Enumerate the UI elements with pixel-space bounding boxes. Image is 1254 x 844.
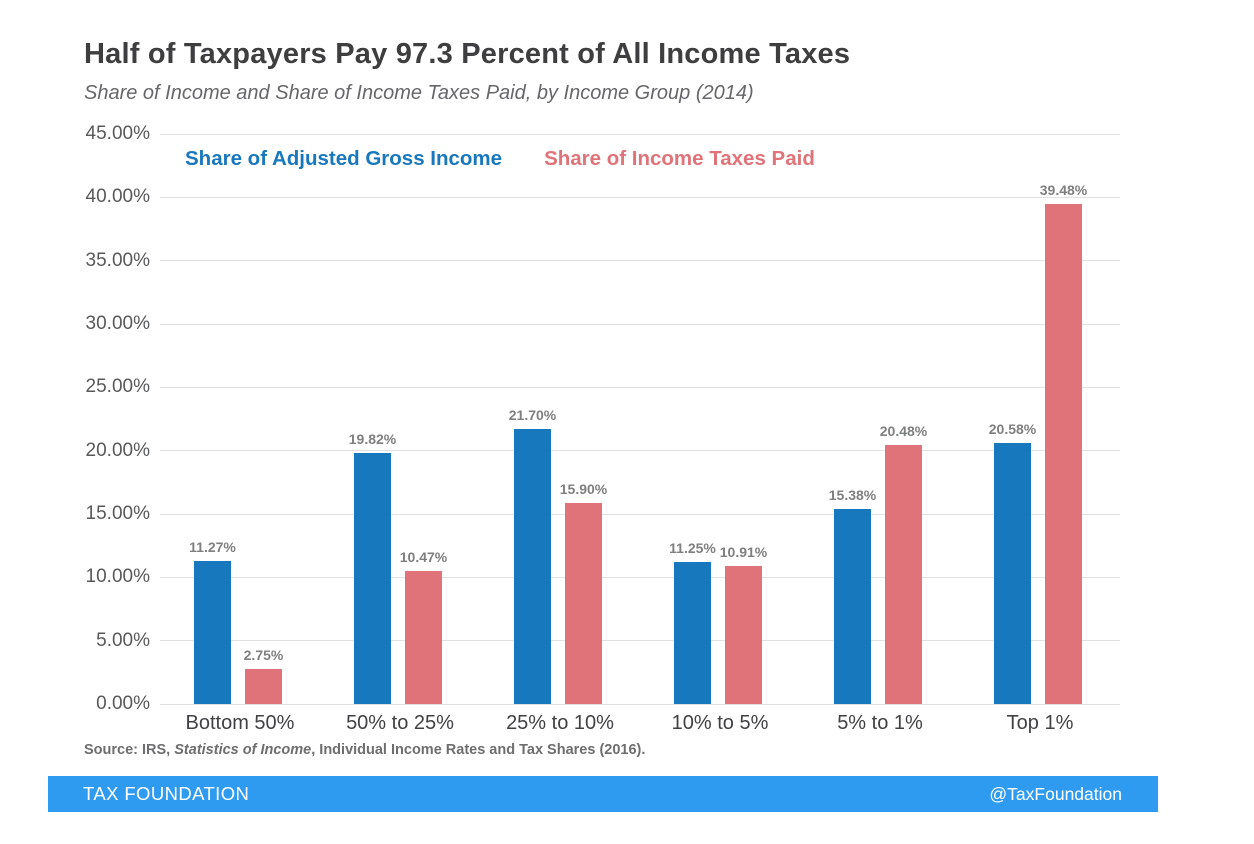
y-tick-label: 10.00%	[85, 566, 150, 588]
gridline-0	[160, 704, 1120, 705]
gridline-40	[160, 197, 1120, 198]
page-title: Half of Taxpayers Pay 97.3 Percent of All Income Taxes	[84, 38, 851, 70]
y-tick-label: 5.00%	[96, 629, 150, 651]
bar-value-label: 15.90%	[559, 480, 608, 497]
bar-taxes-4	[725, 566, 762, 704]
y-tick-label: 25.00%	[85, 376, 150, 398]
x-tick-label-6: Top 1%	[1006, 712, 1074, 734]
y-tick-label: 0.00%	[96, 693, 150, 714]
gridline-35	[160, 260, 1120, 261]
bar-value-label: 2.75%	[243, 647, 284, 664]
bar-value-label: 20.48%	[879, 422, 928, 439]
bar-agi-5	[834, 509, 871, 704]
plot-area	[160, 134, 1120, 704]
bar-value-label: 10.91%	[719, 543, 768, 560]
bar-value-label: 19.82%	[348, 430, 397, 447]
bar-agi-2	[354, 453, 391, 704]
bar-value-label: 15.38%	[828, 487, 877, 504]
source-suffix: , Individual Income Rates and Tax Shares (2016).	[311, 742, 646, 758]
bar-taxes-6	[1045, 204, 1082, 704]
y-tick-label: 45.00%	[85, 123, 150, 144]
gridline-30	[160, 324, 1120, 325]
gridline-15	[160, 514, 1120, 515]
bar-value-label: 21.70%	[508, 407, 557, 424]
y-tick-label: 35.00%	[85, 249, 150, 271]
bar-agi-3	[514, 429, 551, 704]
bar-value-label: 20.58%	[988, 421, 1037, 438]
legend-item-taxes: Share of Income Taxes Paid	[544, 147, 815, 170]
bar-agi-6	[994, 443, 1031, 704]
bar-agi-4	[674, 562, 711, 705]
footer-bar	[48, 776, 1158, 812]
y-tick-label: 15.00%	[85, 503, 150, 524]
bar-taxes-3	[565, 503, 602, 704]
bar-taxes-1	[245, 669, 282, 704]
footer-brand: TAX FOUNDATION	[83, 783, 250, 804]
bar-agi-1	[194, 561, 231, 704]
page-subtitle: Share of Income and Share of Income Taxes Paid, by Income Group (2014)	[84, 82, 754, 104]
legend-item-agi: Share of Adjusted Gross Income	[185, 147, 503, 170]
bar-value-label: 11.27%	[189, 539, 236, 556]
gridline-20	[160, 450, 1120, 451]
bar-taxes-5	[885, 445, 922, 704]
footer-twitter-handle: @TaxFoundation	[989, 783, 1122, 804]
y-tick-label: 40.00%	[85, 186, 150, 208]
x-tick-label-5: 5% to 1%	[837, 712, 923, 734]
y-tick-label: 30.00%	[85, 313, 150, 334]
source-prefix: Source: IRS,	[84, 742, 175, 758]
bar-value-label: 10.47%	[399, 549, 448, 566]
x-tick-label-1: Bottom 50%	[185, 712, 295, 734]
bar-value-label: 39.48%	[1039, 181, 1088, 198]
gridline-25	[160, 387, 1120, 388]
bar-value-label: 11.25%	[669, 539, 716, 556]
x-tick-label-2: 50% to 25%	[346, 712, 454, 734]
gridline-10	[160, 577, 1120, 578]
y-tick-label: 20.00%	[85, 439, 150, 461]
x-tick-label-3: 25% to 10%	[506, 712, 614, 734]
source-italic: Statistics of Income	[174, 742, 312, 758]
gridline-45	[160, 134, 1120, 135]
source-note	[84, 742, 645, 758]
gridline-5	[160, 640, 1120, 641]
x-tick-label-4: 10% to 5%	[671, 712, 769, 734]
bar-taxes-2	[405, 571, 442, 704]
